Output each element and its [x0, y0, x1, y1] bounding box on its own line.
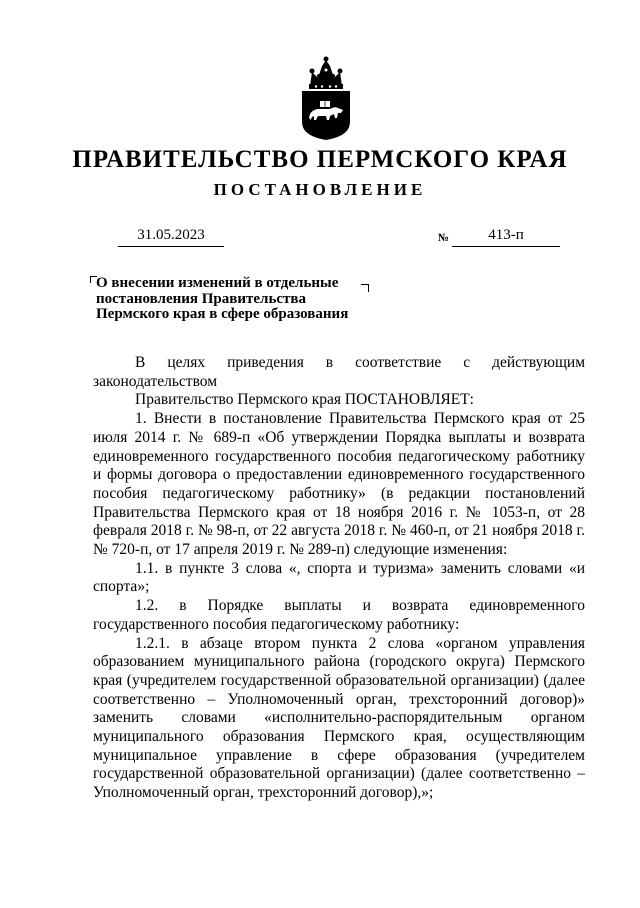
- organization-title: ПРАВИТЕЛЬСТВО ПЕРМСКОГО КРАЯ: [72, 146, 568, 173]
- document-subject: [96, 276, 366, 323]
- body-paragraph: В целях приведения в соответствие с действующим законодательством: [93, 354, 585, 390]
- body-paragraph: 1. Внести в постановление Правительства Пермского края от 25 июля 2014 г. № 689-п «Об утверждении Порядка выплаты и возврата единовременного государственного пособия педагогическому работнику и формы договора о предоставлении единовременного государственного пособия педагогическому работнику» (в редакции постановлений Правительства Пермского края от 18 ноября 2016 г. № 1053-п, от 28 февраля 2018 г. № 98-п, от 22 августа 2018 г. № 460-п, от 21 ноября 2018 г. № 720-п, от 17 апреля 2019 г. № 289-п) следующие изменения:: [93, 410, 585, 559]
- subject-line: О внесении изменений в отдельные: [96, 275, 339, 291]
- coat-of-arms-icon: [300, 56, 352, 140]
- body-paragraph: 1.2. в Порядке выплаты и возврата единовременного государственного пособия педагогическому работнику:: [93, 597, 585, 633]
- body-paragraph: 1.2.1. в абзаце втором пункта 2 слова «органом управления образованием муниципального района (городского округа) Пермского края (учредителем государственной образовательной организации) (далее соответственно – Уполномоченный орган, трехсторонний договор)» заменить словами «исполнительно-распорядительным органом муниципального образования Пермского края, осуществляющим муниципальное управление в сфере образования (учредителем государственной образовательной организации) (далее соответственно – Уполномоченный орган, трехсторонний договор),»;: [93, 634, 585, 802]
- subject-line: постановления Правительства: [96, 290, 306, 307]
- document-date: 31.05.2023: [118, 227, 224, 247]
- document-type: ПОСТАНОВЛЕНИЕ: [213, 180, 427, 199]
- document-body: [93, 354, 585, 803]
- body-paragraph: Правительство Пермского края ПОСТАНОВЛЯЕТ:: [135, 391, 474, 409]
- body-paragraph: 1.1. в пункте 3 слова «, спорта и туризма» заменить словами «и спорта»;: [93, 559, 585, 596]
- subject-line: Пермского края в сфере образования: [96, 306, 349, 322]
- document-number: 413-п: [452, 227, 560, 247]
- number-label: №: [438, 232, 450, 244]
